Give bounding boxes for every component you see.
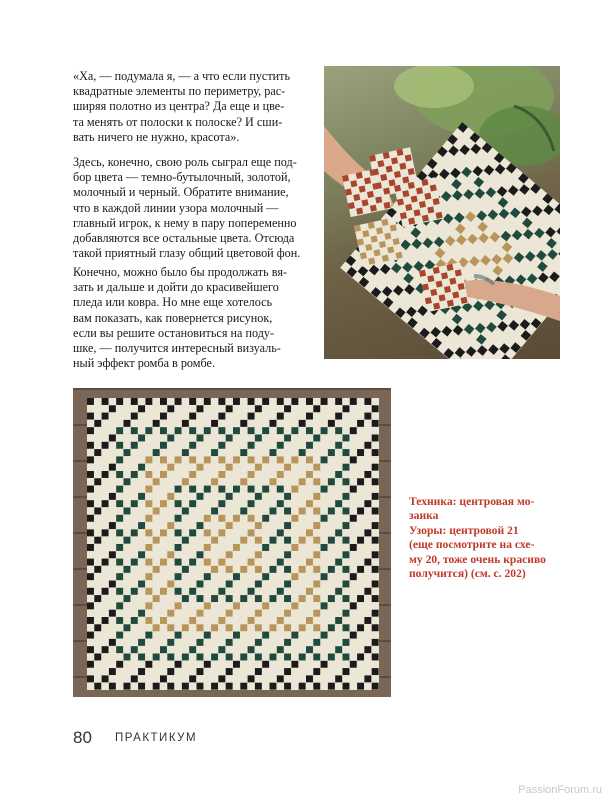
paragraph-1: «Ха, — подумала я, — а что если пустить квадратные элементы по периметру, рас- ширяя полотно из центра? Да еще и цве- та менять от полоски к полоске? И сши- вать ничего не нужно, красота».: [73, 69, 291, 144]
section-title: ПРАКТИКУМ: [115, 732, 198, 744]
technique-caption: Техника: центровая мо- заика Узоры: центровой 21 (еще посмотрите на схе- му 20, тоже очень красиво получится) (см. с. 202): [409, 495, 546, 581]
page-number: 80: [73, 728, 92, 747]
photo-bottom-illustration: [73, 388, 391, 697]
photo-knitted-squares-on-ground: [324, 66, 560, 359]
paragraph-2: Здесь, конечно, свою роль сыграл еще под- бор цвета — темно-бутылочный, золотой, молочный и черный. Обратите внимание, что в каждой линии узора молочный — главный игрок, к нему в пару попеременно добавляются все остальные цвета. Отсюда такой приятный глазу общий цветовой фон.: [73, 155, 301, 261]
paragraph-3: Конечно, можно было бы продолжать вя- зать и дальше и дойти до красивейшего пледа или ковра. Но мне еще хотелось вам показать, как повернется рисунок, если вы решите остановиться на поду- шке, — получится интересный визуаль- ный эффект ромба в ромбе.: [73, 265, 287, 371]
watermark: PassionForum.ru: [518, 784, 602, 796]
photo-top-illustration: [324, 66, 560, 359]
photo-mosaic-pillow-cover: [73, 388, 391, 697]
